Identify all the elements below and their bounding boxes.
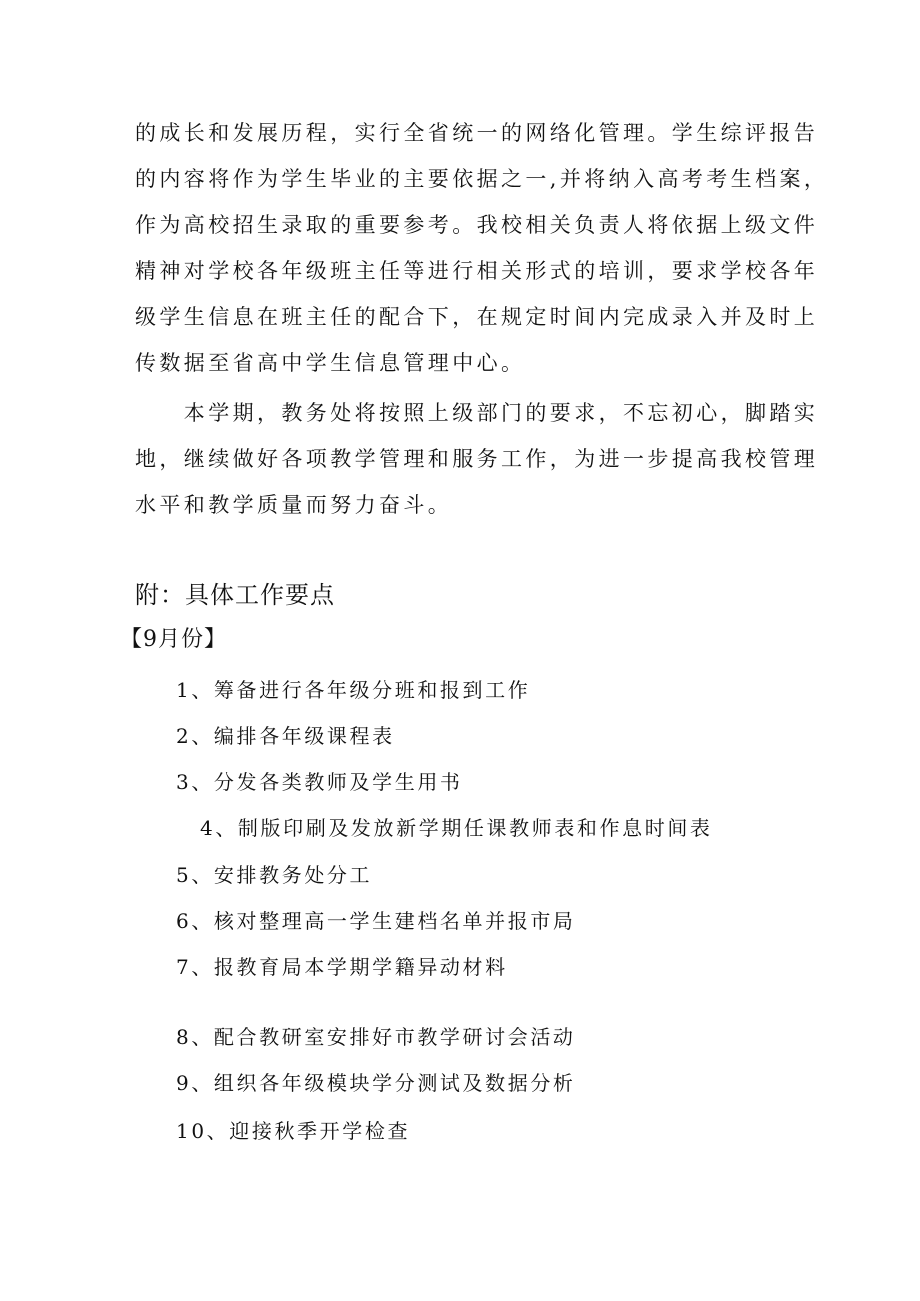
paragraph-2-line-3: 水平和教学质量而努力奋斗。 (135, 493, 453, 517)
list-item: 3、分发各类教师及学生用书 (176, 770, 463, 794)
paragraph-1-line-4: 精神对学校各年级班主任等进行相关形式的培训，要求学校各年 (135, 259, 819, 283)
list-item: 1、筹备进行各年级分班和报到工作 (176, 678, 531, 702)
paragraph-1-line-5: 级学生信息在班主任的配合下，在规定时间内完成录入并及时上 (135, 305, 819, 329)
list-item: 7、报教育局本学期学籍异动材料 (176, 955, 508, 979)
paragraph-2-line-1: 本学期，教务处将按照上级部门的要求，不忘初心，脚踏实 (135, 401, 819, 425)
list-item: 2、编排各年级课程表 (176, 724, 395, 748)
month-label: 【9月份】 (120, 627, 227, 652)
list-item: 6、核对整理高一学生建档名单并报市局 (176, 909, 576, 933)
list-item: 8、配合教研室安排好市教学研讨会活动 (176, 1025, 576, 1049)
paragraph-2-line-2: 地，继续做好各项教学管理和服务工作，为进一步提高我校管理 (135, 447, 819, 471)
list-item: 9、组织各年级模块学分测试及数据分析 (176, 1071, 576, 1095)
paragraph-1-line-1: 的成长和发展历程，实行全省统一的网络化管理。学生综评报告 (135, 121, 819, 145)
appendix-heading: 附：具体工作要点 (135, 581, 335, 609)
paragraph-1-line-6: 传数据至省高中学生信息管理中心。 (135, 351, 526, 375)
list-item: 4、制版印刷及发放新学期任课教师表和作息时间表 (200, 816, 713, 840)
paragraph-1-line-2: 的内容将作为学生毕业的主要依据之一,并将纳入高考考生档案， (135, 167, 829, 191)
list-item: 5、安排教务处分工 (176, 863, 373, 887)
list-item: 10、迎接秋季开学检查 (176, 1119, 411, 1143)
paragraph-1-line-3: 作为高校招生录取的重要参考。我校相关负责人将依据上级文件 (135, 213, 819, 237)
